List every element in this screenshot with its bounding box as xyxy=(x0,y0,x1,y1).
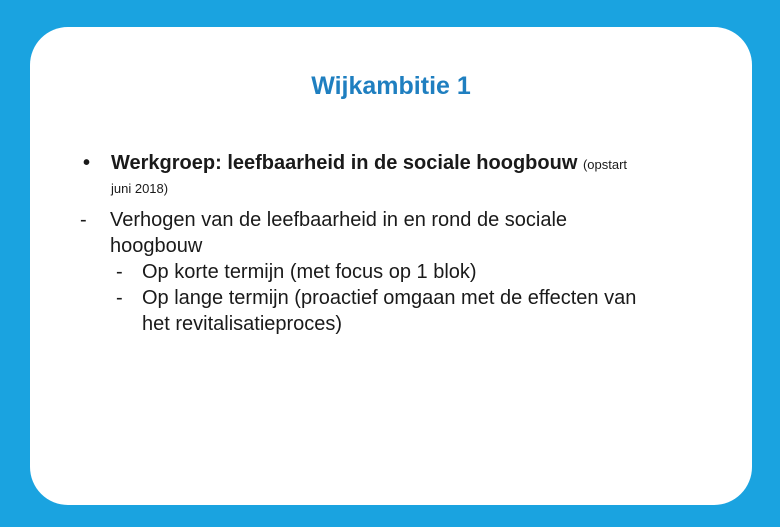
dash-icon: - xyxy=(116,287,123,309)
bullet-note-end: juni 2018) xyxy=(111,181,169,196)
sub-item xyxy=(80,285,740,337)
slide-card xyxy=(30,27,752,505)
dash-icon: - xyxy=(80,209,87,231)
dash-item-line1: Verhogen van de leefbaarheid in en rond de sociale xyxy=(110,209,568,231)
sub-item xyxy=(80,259,740,285)
bullet-main-text: Werkgroep: leefbaarheid in de sociale hoogbouw xyxy=(111,152,578,174)
dash-item-line2: hoogbouw xyxy=(110,235,203,257)
dash-item xyxy=(80,207,740,259)
slide-title: Wijkambitie 1 xyxy=(311,72,471,100)
sub-item-line2: het revitalisatieproces) xyxy=(142,313,343,335)
bullet-note-start: (opstart xyxy=(582,157,628,172)
bullet-item xyxy=(83,150,723,200)
bullet-icon: • xyxy=(83,152,91,174)
dash-list xyxy=(80,207,740,337)
sub-item-line1: Op korte termijn (met focus op 1 blok) xyxy=(142,261,477,283)
sub-item-line1: Op lange termijn (proactief omgaan met de effecten van xyxy=(142,287,637,309)
dash-icon: - xyxy=(116,261,123,283)
